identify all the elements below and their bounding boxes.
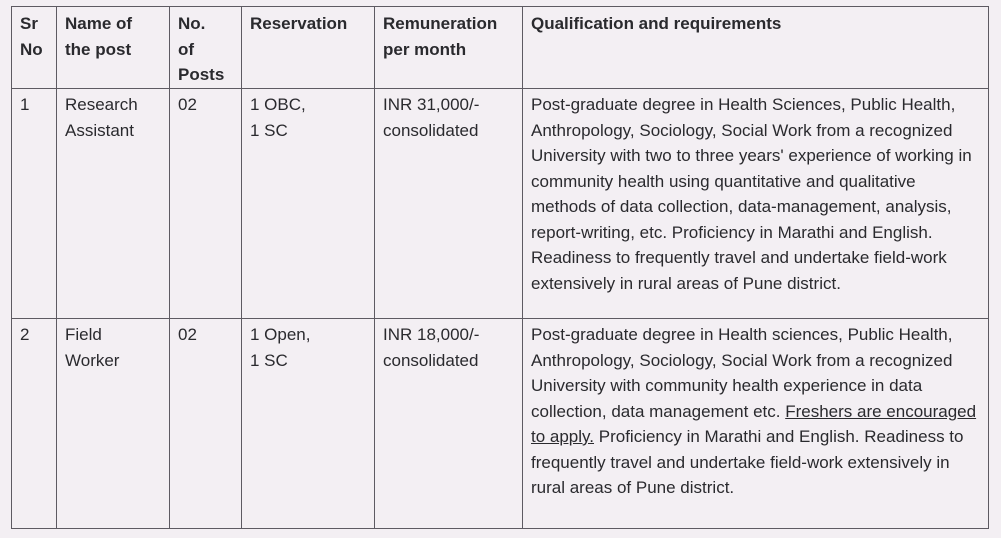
cell-reservation: 1 OBC, 1 SC xyxy=(242,89,375,319)
freshers-note: Freshers are encouraged to apply. xyxy=(531,401,977,446)
cell-remuneration: INR 31,000/- consolidated xyxy=(375,89,523,319)
header-sr-no: Sr No xyxy=(12,7,57,89)
cell-remuneration: INR 18,000/- consolidated xyxy=(375,319,523,529)
table-row xyxy=(12,319,989,529)
qualification-text: Post-graduate degree in Health sciences, Public Health, Anthropology, Sociology, Social Work from a recognized University with community health experience in data collection, data management etc. xyxy=(531,325,953,421)
cell-post-name: Field Worker xyxy=(57,319,170,529)
recruitment-table xyxy=(11,6,989,529)
cell-num-posts: 02 xyxy=(170,319,242,529)
header-num-posts: No. of Posts xyxy=(170,7,242,89)
header-remuneration: Remuneration per month xyxy=(375,7,523,89)
cell-num-posts: 02 xyxy=(170,89,242,319)
qualification-text: Post-graduate degree in Health Sciences, Public Health, Anthropology, Sociology, Social Work from a recognized University with two to three years' experience of working in community health using quantitative and qualitative methods of data collection, data-management, analysis, report-writing, etc. Proficiency in Marathi and English. Readiness to frequently travel and undertake field-work extensively in rural areas of Pune district. xyxy=(531,95,972,293)
header-post-name: Name of the post xyxy=(57,7,170,89)
cell-sr-no: 2 xyxy=(12,319,57,529)
cell-reservation: 1 Open, 1 SC xyxy=(242,319,375,529)
header-reservation: Reservation xyxy=(242,7,375,89)
cell-qualification xyxy=(523,319,989,529)
table-row xyxy=(12,89,989,319)
cell-post-name: Research Assistant xyxy=(57,89,170,319)
cell-qualification xyxy=(523,89,989,319)
qualification-text-after: Proficiency in Marathi and English. Readiness to frequently travel and undertake field-work extensively in rural areas of Pune district. xyxy=(531,427,964,497)
cell-sr-no: 1 xyxy=(12,89,57,319)
header-qualification: Qualification and requirements xyxy=(523,7,989,89)
table-header-row xyxy=(12,7,989,89)
